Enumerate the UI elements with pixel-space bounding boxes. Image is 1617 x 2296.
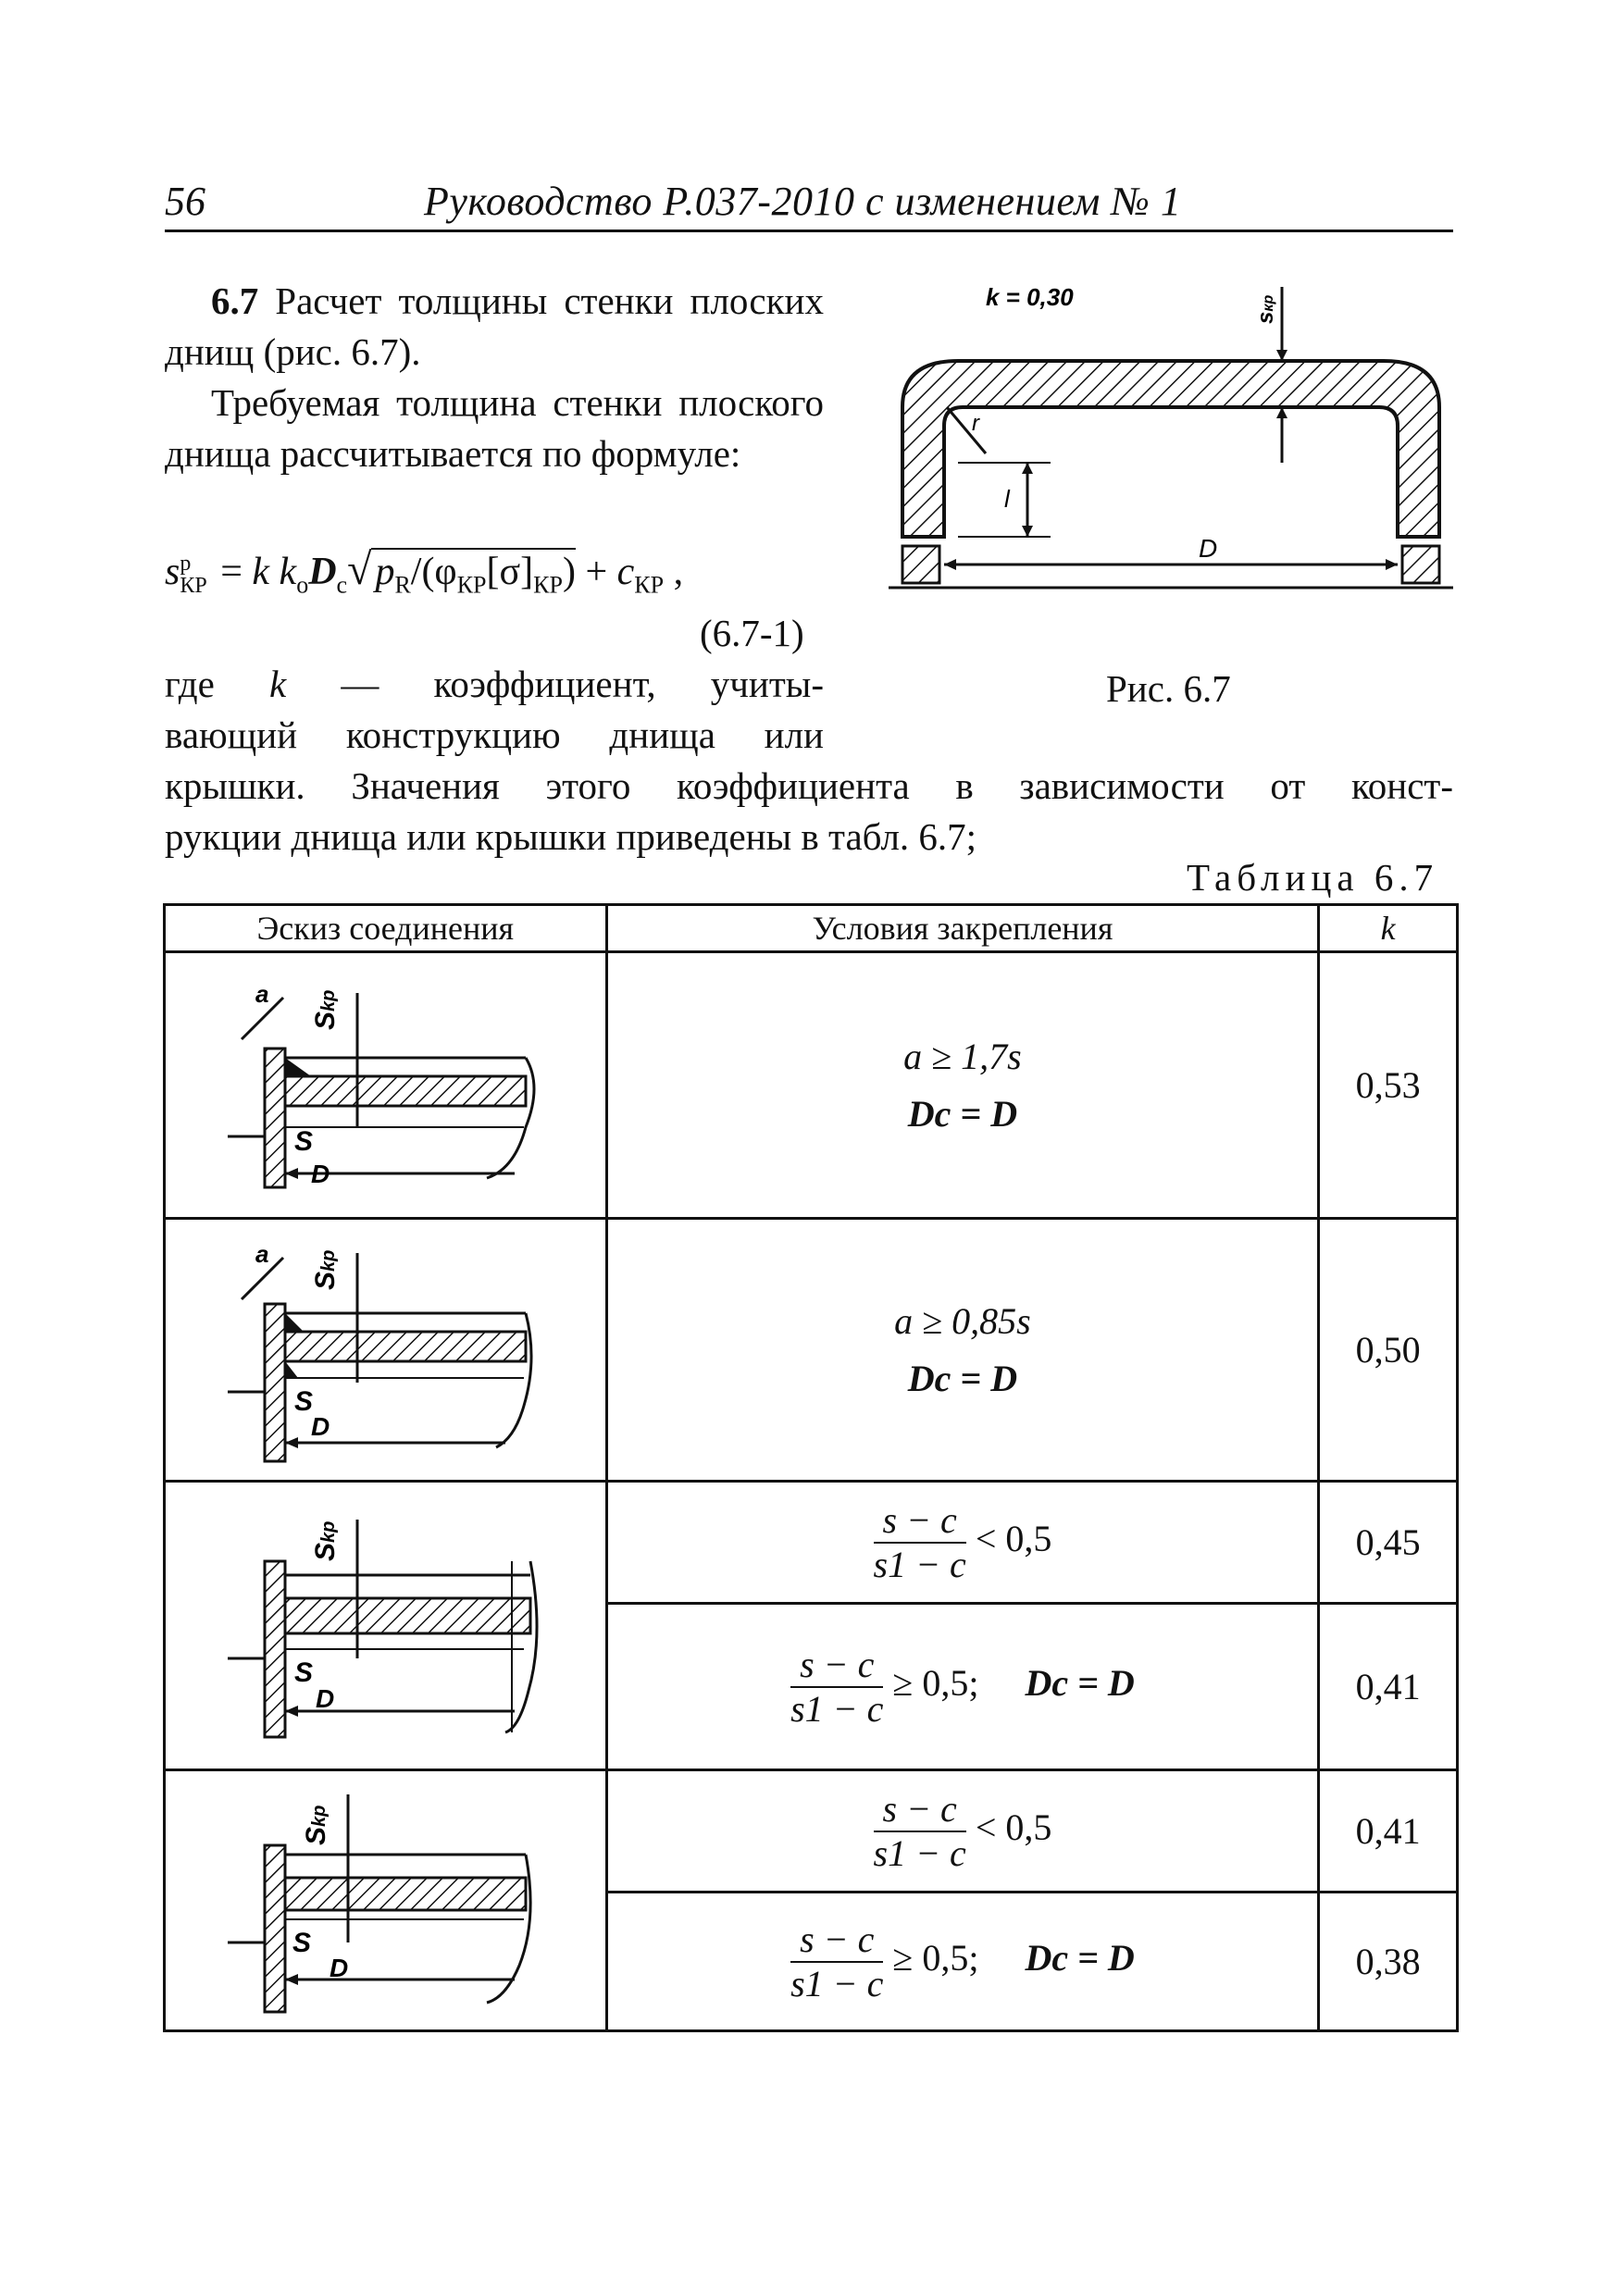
table-caption: Таблица 6.7 (1187, 856, 1439, 899)
fraction (874, 1499, 966, 1586)
figure-caption: Рис. 6.7 (1106, 667, 1231, 710)
sketch-cell (165, 1219, 607, 1482)
condition-cell (606, 1770, 1319, 1893)
header-sketch: Эскиз соединения (165, 905, 607, 952)
header-conditions: Условия закрепления (606, 905, 1319, 952)
table-row (165, 1482, 1458, 1604)
d-label: D (330, 1953, 349, 1982)
joint-sketch-3 (209, 1506, 561, 1746)
condition-line: a ≥ 1,7s (903, 1035, 1022, 1077)
equation-number: (6.7-1) (700, 612, 804, 654)
flat-head-drawing (884, 268, 1458, 611)
fraction (790, 1644, 883, 1731)
fraction-numerator: s − c (790, 1918, 883, 1963)
condition-cell (606, 952, 1319, 1219)
fraction (790, 1918, 883, 2005)
s-kr-label: sкр (1253, 294, 1278, 324)
page-header (165, 174, 1453, 232)
relation-extra: Dc = D (1025, 1661, 1135, 1704)
s-kp-label: Skp (310, 1249, 342, 1290)
fraction-denominator: s1 − c (790, 1962, 884, 2004)
condition-line: Dc = D (907, 1357, 1018, 1399)
condition-line: a ≥ 0,85s (894, 1299, 1031, 1342)
where-paragraph-part: где k — коэффициент, учиты- вающий конструкцию днища или (165, 663, 824, 756)
s-label: S (294, 1657, 314, 1688)
condition-cell (606, 1893, 1319, 2031)
k-value: 0,41 (1319, 1770, 1458, 1893)
formula-6-7-1: s р КР = k $k_oD_c√p_R/(\varphi_{КР}[\sigma]_{КР}) + c_{КР}$ , (165, 545, 684, 599)
fraction-numerator: s − c (790, 1644, 883, 1688)
table-row (165, 1770, 1458, 1893)
condition-cell (606, 1482, 1319, 1604)
r-label: r (972, 411, 979, 436)
where-paragraph: крышки. Значения этого коэффициента в зависимости от конст- рукции днища или крышки приведены в табл. 6.7; (165, 764, 1453, 858)
table-row (165, 1219, 1458, 1482)
s-kp-label: Skp (301, 1805, 332, 1845)
relation: ≥ 0,5; (892, 1661, 979, 1704)
fraction-denominator: s1 − c (873, 1831, 966, 1874)
condition-cell (606, 1219, 1319, 1482)
fraction-denominator: s1 − c (873, 1543, 966, 1585)
d-label: D (316, 1683, 335, 1713)
d-label: D (1199, 534, 1218, 563)
fraction-numerator: s − c (874, 1499, 966, 1544)
intro-paragraph: Требуемая толщина стенки плоского днища рассчитывается по формуле: (165, 381, 824, 475)
header-k: k (1319, 905, 1458, 952)
k-value: 0,53 (1319, 952, 1458, 1219)
fraction (874, 1788, 966, 1875)
s-label: S (294, 1385, 314, 1417)
k-value: 0,38 (1319, 1893, 1458, 2031)
relation-extra: Dc = D (1025, 1936, 1135, 1979)
s-kp-label: Skp (310, 989, 342, 1030)
d-label: D (311, 1159, 330, 1188)
page-number: 56 (165, 179, 205, 224)
table-row (165, 952, 1458, 1219)
a-label: a (255, 1239, 269, 1268)
a-label: a (255, 979, 269, 1008)
fraction-numerator: s − c (874, 1788, 966, 1832)
s-kp-label: Skp (310, 1520, 342, 1561)
section-heading-text: Расчет толщины стенки плоских днищ (рис. 6.7). (165, 279, 824, 373)
k-value: 0,50 (1319, 1219, 1458, 1482)
joint-sketch-2 (209, 1230, 561, 1471)
condition-line: Dc = D (907, 1092, 1018, 1135)
joint-sketch-1 (209, 965, 561, 1206)
sketch-cell (165, 1482, 607, 1770)
figure-6-7 (884, 268, 1458, 611)
table-6-7 (163, 903, 1459, 2032)
k-label: k = 0,30 (986, 283, 1074, 311)
relation: < 0,5 (975, 1517, 1052, 1559)
s-label: S (294, 1125, 314, 1157)
relation: < 0,5 (975, 1806, 1052, 1848)
k-value: 0,45 (1319, 1482, 1458, 1604)
running-title: Руководство Р.037-2010 с изменением № 1 (424, 179, 1182, 224)
d-label: D (311, 1411, 330, 1441)
sketch-cell (165, 1770, 607, 2031)
l-label: l (1004, 485, 1010, 513)
table-header-row (165, 905, 1458, 952)
fraction-denominator: s1 − c (790, 1687, 884, 1730)
joint-sketch-4 (209, 1781, 561, 2021)
relation: ≥ 0,5; (892, 1936, 979, 1979)
section-heading (165, 276, 824, 378)
section-number: 6.7 (211, 279, 259, 322)
sketch-cell (165, 952, 607, 1219)
s-label: S (292, 1927, 312, 1958)
condition-cell (606, 1604, 1319, 1770)
k-value: 0,41 (1319, 1604, 1458, 1770)
